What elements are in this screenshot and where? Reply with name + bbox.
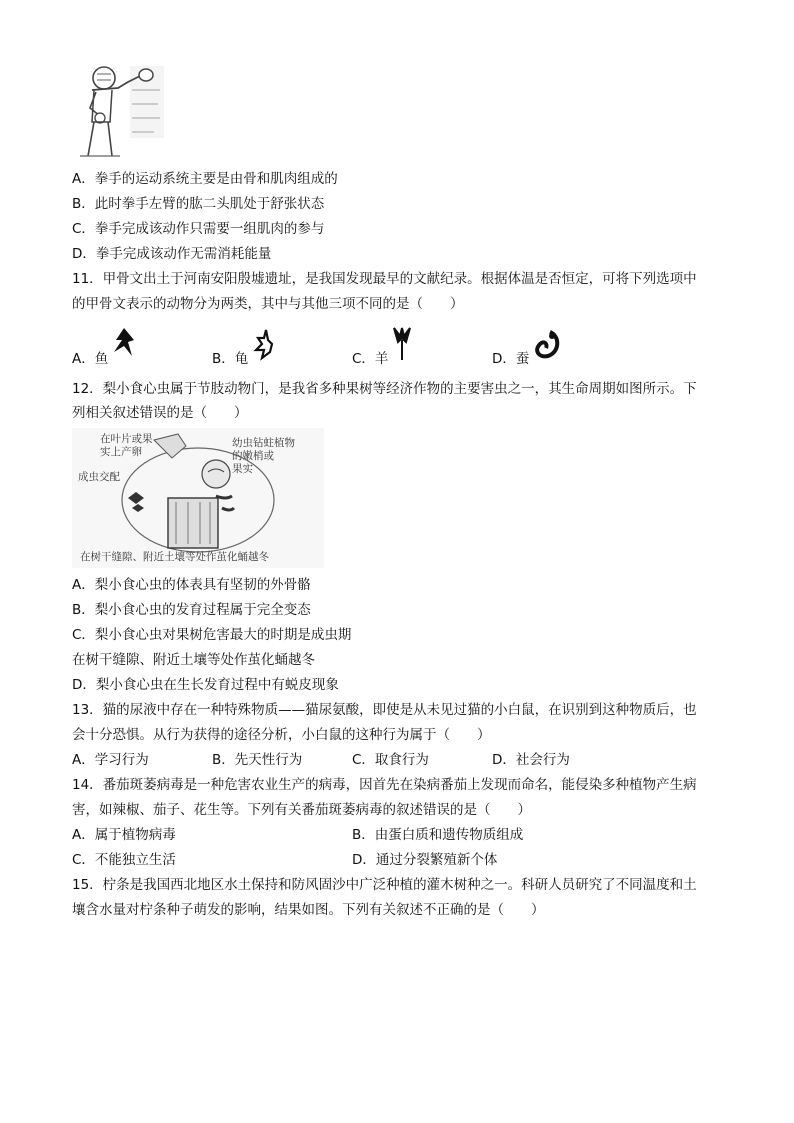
label-lay-eggs-1: 在叶片或果 xyxy=(100,433,153,445)
q11-option-a: A．鱼 xyxy=(72,351,109,367)
q14-option-b: B．由蛋白质和遗传物质组成 xyxy=(352,827,524,843)
q10-option-c: C．拳手完成该动作只需要一组肌肉的参与 xyxy=(72,221,325,237)
q11-option-c: C．羊 xyxy=(352,351,389,367)
q11-stem-line-1: 11．甲骨文出土于河南安阳殷墟遗址，是我国发现最早的文献纪录。根据体温是否恒定，可将下列选项中 xyxy=(72,271,697,287)
q15-stem-line-1: 15．柠条是我国西北地区水土保持和防风固沙中广泛种植的灌木树种之一。科研人员研究了不同温度和土 xyxy=(72,877,697,893)
life-cycle-diagram xyxy=(72,428,324,568)
q13-option-d: D．社会行为 xyxy=(492,752,570,768)
q13-stem-line-1: 13．猫的尿液中存在一种特殊物质——猫尿氨酸，即使是从未见过猫的小白鼠，在识别到这种物质后，也 xyxy=(72,702,697,718)
q13-option-b: B．先天性行为 xyxy=(212,752,303,768)
q12-option-c: C．梨小食心虫对果树危害最大的时期是成虫期 xyxy=(72,627,352,643)
sheep-oracle-glyph-icon xyxy=(390,326,414,362)
turtle-oracle-glyph-icon xyxy=(250,328,278,362)
q10-option-a: A．拳手的运动系统主要是由骨和肌肉组成的 xyxy=(72,171,338,187)
q11-options-row xyxy=(72,326,732,366)
silkworm-oracle-glyph-icon xyxy=(530,328,562,362)
q14-option-c: C．不能独立生活 xyxy=(72,852,176,868)
q15-stem-line-2: 壤含水量对柠条种子萌发的影响，结果如图。下列有关叙述不正确的是（ ） xyxy=(72,902,545,918)
q12-stray-text: 在树干缝隙、附近土壤等处作茧化蛹越冬 xyxy=(72,652,315,668)
q10-option-b: B．此时拳手左臂的肱二头肌处于舒张状态 xyxy=(72,196,325,212)
label-larva-2: 的嫩梢或 xyxy=(232,450,274,462)
fish-oracle-glyph-icon xyxy=(110,326,138,360)
q12-stem-line-2: 列相关叙述错误的是（ ） xyxy=(72,405,248,421)
q11-option-b: B．龟 xyxy=(212,351,249,367)
q11-option-d: D．蚕 xyxy=(492,351,530,367)
q13-option-a: A．学习行为 xyxy=(72,752,149,768)
q14-stem-line-1: 14．番茄斑萎病毒是一种危害农业生产的病毒，因首先在染病番茄上发现而命名，能侵染多种植物产生病 xyxy=(72,777,697,793)
q10-option-d: D．拳手完成该动作无需消耗能量 xyxy=(72,246,272,262)
q14-option-d: D．通过分裂繁殖新个体 xyxy=(352,852,498,868)
label-larva-1: 幼虫钻蛀植物 xyxy=(232,437,295,449)
label-lay-eggs-2: 实上产卵 xyxy=(100,446,142,458)
label-overwinter: 在树干缝隙、附近土壤等处作茧化蛹越冬 xyxy=(80,551,269,563)
label-larva-3: 果实 xyxy=(232,463,253,475)
label-adult-mating: 成虫交配 xyxy=(78,471,120,483)
q12-stem-line-1: 12．梨小食心虫属于节肢动物门，是我省多种果树等经济作物的主要害虫之一，其生命周期如图所示。下 xyxy=(72,381,697,397)
boxer-illustration xyxy=(70,60,166,160)
q14-option-a: A．属于植物病毒 xyxy=(72,827,176,843)
q11-stem-line-2: 的甲骨文表示的动物分为两类，其中与其他三项不同的是（ ） xyxy=(72,296,464,312)
q12-option-a: A．梨小食心虫的体表具有坚韧的外骨骼 xyxy=(72,577,311,593)
q12-option-b: B．梨小食心虫的发育过程属于完全变态 xyxy=(72,602,311,618)
q13-option-c: C．取食行为 xyxy=(352,752,429,768)
q13-stem-line-2: 会十分恐惧。从行为获得的途径分析，小白鼠的这种行为属于（ ） xyxy=(72,727,491,743)
q12-option-d: D．梨小食心虫在生长发育过程中有蜕皮现象 xyxy=(72,677,339,693)
q14-stem-line-2: 害，如辣椒、茄子、花生等。下列有关番茄斑萎病毒的叙述错误的是（ ） xyxy=(72,802,531,818)
